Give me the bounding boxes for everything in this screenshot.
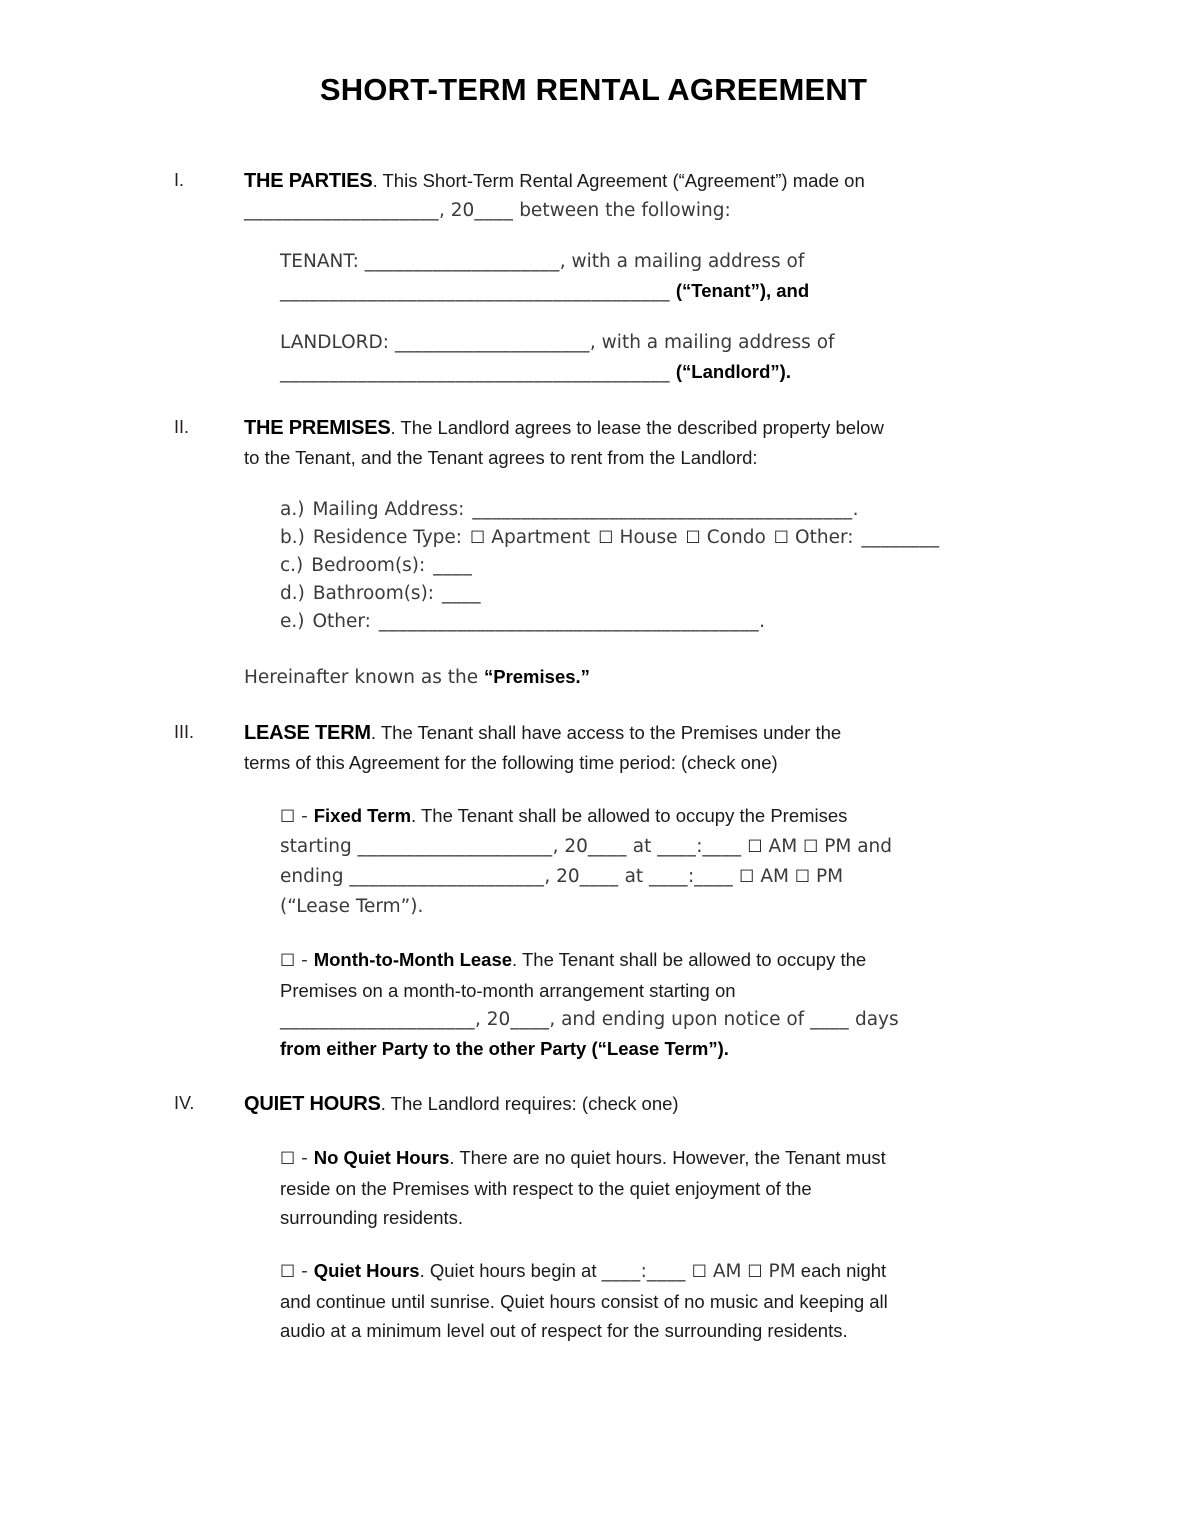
premises-item-list bbox=[280, 496, 1054, 636]
qh-line-1 bbox=[280, 1256, 1054, 1287]
checkbox-start-pm[interactable]: ☐ bbox=[803, 837, 819, 857]
option-label-apartment: Apartment bbox=[491, 527, 591, 548]
section-lead-line bbox=[244, 413, 1054, 443]
start-date-blank[interactable]: ____________________ bbox=[357, 836, 553, 857]
checkbox-month-to-month[interactable]: ☐ bbox=[280, 951, 296, 971]
quiet-tail-text: each night bbox=[795, 1260, 887, 1281]
item-marker: d.) bbox=[280, 583, 305, 604]
label-quiet-am: AM bbox=[712, 1261, 742, 1282]
option-name-quiet-hours: Quiet Hours bbox=[313, 1260, 420, 1281]
qh-line-3: audio at a minimum level out of respect for the surrounding residents. bbox=[280, 1320, 848, 1341]
option-name-fixed-term: Fixed Term bbox=[313, 805, 412, 826]
section-heading: THE PARTIES bbox=[244, 170, 373, 192]
mtm-line-1 bbox=[280, 945, 1054, 976]
section-numeral: II. bbox=[174, 417, 190, 437]
landlord-block bbox=[280, 328, 1054, 387]
list-item-mailing-address bbox=[280, 496, 1054, 524]
closing-text: (“Lease Term”). bbox=[280, 896, 424, 917]
quiet-hour-blank[interactable]: ____ bbox=[601, 1261, 641, 1282]
mtm-notice-days-blank[interactable]: ____ bbox=[810, 1009, 850, 1030]
section-the-parties bbox=[174, 166, 1054, 387]
landlord-address-blank[interactable]: ________________________________________ bbox=[280, 362, 670, 383]
landlord-line-1 bbox=[280, 328, 1054, 357]
mtm-line-2: Premises on a month-to-month arrangement starting on bbox=[280, 980, 736, 1001]
section-heading: QUIET HOURS bbox=[244, 1093, 381, 1115]
section-numeral: III. bbox=[174, 722, 195, 742]
start-year-blank[interactable]: ____ bbox=[587, 836, 627, 857]
option-text-quiet-hours: . Quiet hours begin at bbox=[419, 1260, 602, 1281]
list-item-other bbox=[280, 608, 1054, 636]
end-minute-blank[interactable]: ____ bbox=[694, 866, 734, 887]
start-hour-blank[interactable]: ____ bbox=[657, 836, 697, 857]
fixed-term-end-line bbox=[280, 862, 1054, 892]
label-start-pm: PM bbox=[824, 836, 852, 857]
item-label: Mailing Address: bbox=[312, 499, 465, 520]
mtm-year-blank[interactable]: ____ bbox=[510, 1009, 550, 1030]
page-title: SHORT-TERM RENTAL AGREEMENT bbox=[319, 72, 868, 107]
mtm-line-4: from either Party to the other Party (“Lease Term”). bbox=[280, 1038, 729, 1059]
tenant-address-blank[interactable]: ________________________________________ bbox=[280, 281, 670, 302]
section-lead-line bbox=[244, 718, 1054, 748]
checkbox-quiet-pm[interactable]: ☐ bbox=[747, 1262, 763, 1282]
section-lead-line bbox=[244, 1089, 1054, 1119]
section-quiet-hours bbox=[174, 1089, 1054, 1345]
tenant-label: TENANT: bbox=[280, 251, 359, 272]
start-word: starting bbox=[280, 836, 352, 857]
end-date-blank[interactable]: ____________________ bbox=[349, 866, 545, 887]
section-heading: THE PREMISES bbox=[244, 417, 391, 439]
landlord-label: LANDLORD: bbox=[280, 332, 390, 353]
label-end-am: AM bbox=[760, 866, 789, 887]
end-year-label: , 20 bbox=[544, 866, 580, 887]
at-word: at bbox=[624, 866, 644, 887]
section-lead-text: . The Landlord agrees to lease the described property below bbox=[390, 417, 884, 438]
section-lease-term bbox=[174, 718, 1054, 1063]
item-label: Residence Type: bbox=[312, 527, 463, 548]
item-label: Bedroom(s): bbox=[311, 555, 426, 576]
item-marker: e.) bbox=[280, 611, 305, 632]
landlord-mid-text: , with a mailing address of bbox=[589, 332, 835, 353]
mtm-line-3 bbox=[280, 1005, 1054, 1034]
dash-separator: - bbox=[301, 1148, 308, 1169]
section-numeral: IV. bbox=[174, 1093, 195, 1113]
tenant-line-2 bbox=[280, 276, 1054, 306]
date-blank[interactable]: ____________________ bbox=[244, 200, 439, 221]
checkbox-fixed-term[interactable]: ☐ bbox=[280, 807, 296, 827]
section-lead-line bbox=[244, 166, 1054, 196]
checkbox-quiet-hours[interactable]: ☐ bbox=[280, 1262, 296, 1282]
item-trailing: . bbox=[852, 499, 859, 520]
fixed-term-closing bbox=[280, 892, 1054, 921]
time-separator: : bbox=[688, 866, 695, 887]
checkbox-other[interactable]: ☐ bbox=[773, 528, 790, 548]
landlord-line-2 bbox=[280, 357, 1054, 387]
item-trailing: . bbox=[759, 611, 766, 632]
fixed-term-start-line bbox=[280, 832, 1054, 862]
dash-separator: - bbox=[301, 1261, 308, 1282]
option-text-fixed-term: . The Tenant shall be allowed to occupy the Premises bbox=[411, 805, 848, 826]
section-the-premises bbox=[174, 413, 1054, 692]
quiet-minute-blank[interactable]: ____ bbox=[646, 1261, 686, 1282]
document-body bbox=[174, 166, 1054, 1345]
option-text-no-quiet-hours: . There are no quiet hours. However, the Tenant must bbox=[449, 1147, 886, 1168]
start-minute-blank[interactable]: ____ bbox=[702, 836, 742, 857]
section-line-2: terms of this Agreement for the following time period: (check one) bbox=[244, 752, 778, 773]
section-content bbox=[244, 166, 1054, 387]
checkbox-apartment[interactable]: ☐ bbox=[470, 528, 486, 548]
option-label-other: Other: bbox=[795, 527, 854, 548]
option-month-to-month bbox=[280, 945, 1054, 1063]
end-hour-blank[interactable]: ____ bbox=[649, 866, 689, 887]
option-text-month-to-month: . The Tenant shall be allowed to occupy the bbox=[512, 949, 867, 970]
item-label: Bathroom(s): bbox=[312, 583, 435, 604]
label-end-pm: PM bbox=[815, 866, 844, 887]
nqh-line-1 bbox=[280, 1143, 1054, 1174]
checkbox-no-quiet-hours[interactable]: ☐ bbox=[280, 1149, 296, 1169]
end-year-blank[interactable]: ____ bbox=[579, 866, 619, 887]
label-start-am: AM bbox=[768, 836, 798, 857]
checkbox-condo[interactable]: ☐ bbox=[685, 528, 701, 548]
and-word: and bbox=[857, 836, 893, 857]
end-word: ending bbox=[280, 866, 344, 887]
between-text: between the following: bbox=[513, 200, 731, 221]
section-lead-text: . The Tenant shall have access to the Premises under the bbox=[370, 722, 842, 743]
section-content bbox=[244, 718, 1054, 1063]
checkbox-quiet-am[interactable]: ☐ bbox=[691, 1262, 707, 1282]
list-item-bedrooms bbox=[280, 552, 1054, 580]
landlord-suffix: (“Landlord”). bbox=[675, 361, 791, 382]
section-heading: LEASE TERM bbox=[244, 722, 371, 744]
bedrooms-blank[interactable]: ____ bbox=[433, 555, 473, 576]
at-word: at bbox=[632, 836, 652, 857]
item-label: Other: bbox=[312, 611, 371, 632]
section-content bbox=[244, 1089, 1054, 1345]
mtm-days-word: days bbox=[849, 1009, 899, 1030]
option-name-no-quiet-hours: No Quiet Hours bbox=[313, 1147, 450, 1168]
checkbox-end-pm[interactable]: ☐ bbox=[794, 867, 811, 887]
item-marker: b.) bbox=[280, 527, 305, 548]
dash-separator: - bbox=[301, 806, 308, 827]
label-quiet-pm: PM bbox=[768, 1261, 796, 1282]
tenant-mid-text: , with a mailing address of bbox=[559, 251, 805, 272]
checkbox-house[interactable]: ☐ bbox=[598, 528, 614, 548]
section-numeral: I. bbox=[174, 170, 185, 190]
time-separator: : bbox=[696, 836, 703, 857]
mtm-year-label: , 20 bbox=[475, 1009, 511, 1030]
tenant-suffix: (“Tenant”), and bbox=[675, 280, 810, 301]
hereinafter-term: “Premises.” bbox=[483, 666, 590, 687]
list-item-residence-type bbox=[280, 524, 1054, 552]
landlord-name-blank[interactable]: ____________________ bbox=[394, 332, 590, 353]
option-no-quiet-hours bbox=[280, 1143, 1054, 1232]
checkbox-end-am[interactable]: ☐ bbox=[739, 867, 755, 887]
hereinafter-prefix: Hereinafter known as the bbox=[244, 667, 484, 688]
nqh-line-2: reside on the Premises with respect to the quiet enjoyment of the bbox=[280, 1178, 812, 1199]
option-label-house: House bbox=[619, 527, 678, 548]
year-blank[interactable]: ____ bbox=[474, 200, 514, 221]
tenant-line-1 bbox=[280, 247, 1054, 276]
section-lead-text: . This Short-Term Rental Agreement (“Agreement”) made on bbox=[372, 170, 865, 191]
mtm-start-date-blank[interactable]: ____________________ bbox=[280, 1009, 475, 1030]
list-item-bathrooms bbox=[280, 580, 1054, 608]
option-fixed-term bbox=[280, 801, 1054, 921]
tenant-name-blank[interactable]: ____________________ bbox=[364, 251, 560, 272]
item-marker: c.) bbox=[280, 555, 304, 576]
bathrooms-blank[interactable]: ____ bbox=[442, 583, 482, 604]
tenant-block bbox=[280, 247, 1054, 306]
option-quiet-hours bbox=[280, 1256, 1054, 1345]
fixed-term-line-1 bbox=[280, 801, 1054, 832]
item-marker: a.) bbox=[280, 499, 305, 520]
nqh-line-3: surrounding residents. bbox=[280, 1207, 464, 1228]
checkbox-start-am[interactable]: ☐ bbox=[747, 837, 763, 857]
qh-line-2: and continue until sunrise. Quiet hours consist of no music and keeping all bbox=[280, 1291, 888, 1312]
dash-separator: - bbox=[301, 950, 308, 971]
mtm-notice-text: , and ending upon notice of bbox=[549, 1009, 811, 1030]
section-line-2: to the Tenant, and the Tenant agrees to rent from the Landlord: bbox=[244, 447, 758, 468]
hereinafter-line bbox=[244, 662, 1054, 692]
year-label: , 20 bbox=[439, 200, 475, 221]
start-year-label: , 20 bbox=[552, 836, 588, 857]
section-content bbox=[244, 413, 1054, 692]
date-line bbox=[244, 196, 1054, 225]
time-separator: : bbox=[640, 1261, 647, 1282]
residence-other-blank[interactable]: ________ bbox=[861, 527, 940, 548]
premises-other-blank[interactable]: _______________________________________ bbox=[378, 611, 760, 632]
option-label-condo: Condo bbox=[706, 527, 766, 548]
section-lead-text: . The Landlord requires: (check one) bbox=[380, 1093, 679, 1114]
mailing-address-blank[interactable]: _______________________________________ bbox=[472, 499, 853, 520]
option-name-month-to-month: Month-to-Month Lease bbox=[313, 949, 513, 970]
